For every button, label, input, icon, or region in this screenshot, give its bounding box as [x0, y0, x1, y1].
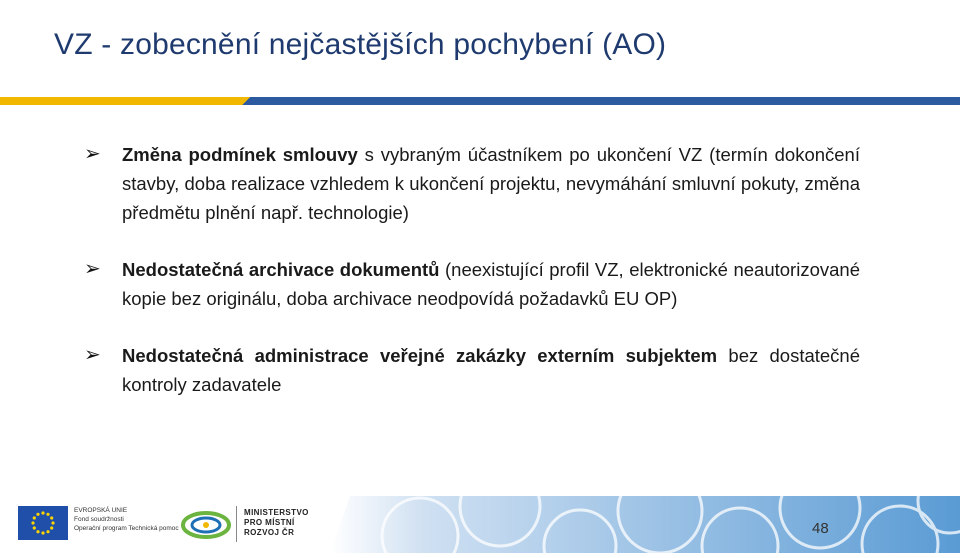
bullet-text: bez dostatečné kontroly zadavatele: [122, 345, 861, 395]
bullet-text: s vybraným účastníkem po ukončení VZ (termín dokončení stavby, doba realizace vzhledem k ukončení projektu, nevymáhání smluvní pokuty, změna předmětu plnění např. technologie): [122, 144, 860, 223]
bullet-bold-text: Nedostatečná archivace dokumentů: [122, 259, 440, 280]
bullet-list: [84, 140, 860, 399]
page-number: 48: [812, 520, 829, 537]
arrow-bullet-icon: ➢: [84, 143, 101, 165]
ministry-swirl-logo-icon: [180, 508, 232, 547]
slide-title: VZ - zobecnění nejčastějších pochybení (AO): [54, 28, 667, 61]
bullet-item: [84, 140, 860, 227]
ministry-logo-text: MINISTERSTVO PRO MÍSTNÍ ROZVOJ ČR: [244, 508, 309, 537]
logo-divider: [236, 506, 237, 542]
title-underline: [0, 97, 960, 105]
decorative-circles-band: [330, 496, 960, 553]
eu-logo-caption: EVROPSKÁ UNIE Fond soudržnosti Operační program Technická pomoc: [74, 507, 179, 532]
arrow-bullet-icon: ➢: [84, 258, 101, 280]
eu-flag-icon: [18, 506, 68, 540]
bullet-item: [84, 341, 860, 399]
bullet-text: (neexistující profil VZ, elektronické neautorizované kopie bez originálu, doba archivace neodpovídá požadavků EU OP): [122, 259, 860, 309]
bullet-item: [84, 255, 860, 313]
bullet-bold-text: Nedostatečná administrace veřejné zakázky externím subjektem: [122, 345, 718, 366]
arrow-bullet-icon: ➢: [84, 344, 101, 366]
bullet-bold-text: Změna podmínek smlouvy: [122, 144, 358, 165]
